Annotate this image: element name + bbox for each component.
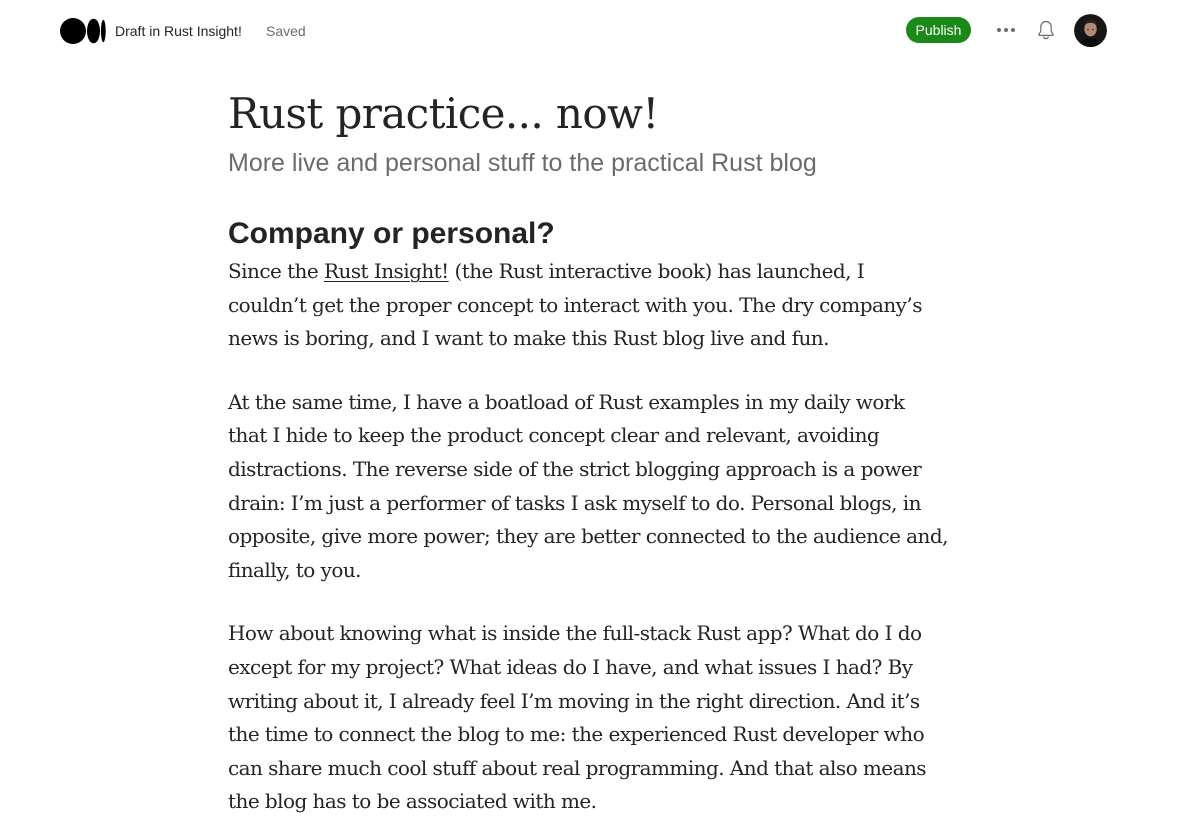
top-bar <box>0 0 1200 62</box>
bell-icon[interactable] <box>1034 18 1058 42</box>
article-subtitle[interactable]: More live and personal stuff to the practical Rust blog <box>228 149 817 177</box>
saved-status: Saved <box>266 23 306 39</box>
avatar-icon[interactable] <box>1074 14 1107 47</box>
paragraph-3[interactable]: How about knowing what is inside the full-stack Rust app? What do I do except for my project? What ideas do I have, and what issues I had? By writing about it, I already feel I’m moving in the right direction. And it’s the time to connect the blog to me: the experienced Rust developer who can share much cool stuff about real programming. And that also means the blog has to be associated with me. <box>228 621 927 814</box>
rust-insight-link[interactable]: Rust Insight! <box>324 259 449 283</box>
section-heading[interactable]: Company or personal? <box>228 217 555 250</box>
paragraph-2[interactable]: At the same time, I have a boatload of Rust examples in my daily work that I hide to keep the product concept clear and relevant, avoiding distractions. The reverse side of the strict blogging approach is a power drain: I’m just a performer of tasks I ask myself to do. Personal blogs, in opposite, give more power; they are better connected to the audience and, finally, to you. <box>228 389 948 582</box>
paragraph-1-text-end: (the Rust interactive book) has launched, I couldn’t get the proper concept to interact with you. The dry company’s news is boring, and I want to make this Rust blog live and fun. <box>228 259 922 351</box>
paragraph-1[interactable] <box>228 255 948 356</box>
paragraph-1-text-start: Since the <box>228 259 324 283</box>
draft-location-label: Draft in Rust Insight! <box>115 23 242 39</box>
publish-button[interactable]: Publish <box>906 17 971 43</box>
article-editor[interactable] <box>228 84 948 819</box>
article-title[interactable]: Rust practice... now! <box>228 89 659 138</box>
medium-logo-icon[interactable] <box>60 18 106 44</box>
more-horizontal-icon[interactable] <box>994 18 1018 42</box>
